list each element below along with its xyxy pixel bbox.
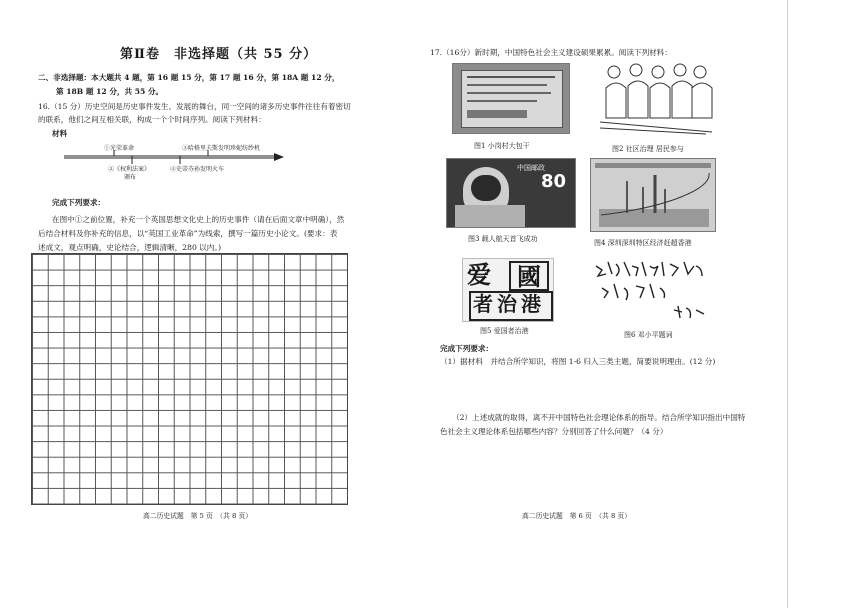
figure-4-image <box>590 158 716 232</box>
requirement-line-1: 在图中①之前位置，补充一个英国思想文化史上的历史事件（请在后面文章中明确），然 <box>52 215 345 224</box>
requirements-label-left: 完成下列要求： <box>52 198 106 207</box>
left-page-footer: 高二历史试题 第 5 页 （共 8 页） <box>143 512 253 520</box>
figure-3-caption: 图3 载人航天首飞成功 <box>468 235 538 243</box>
timeline <box>60 142 290 182</box>
requirements-label-right: 完成下列要求： <box>440 344 494 353</box>
requirement-line-2: 后结合材料及你补充的信息，以“英国工业革命”为线索，撰写一篇历史小论文。(要求：表 <box>38 229 338 238</box>
seal-char-2: 國 <box>509 261 549 291</box>
stamp-label: 中国邮政 <box>517 164 545 172</box>
timeline-event-1: ①光荣革命 <box>104 145 135 152</box>
right-page-footer: 高二历史试题 第 6 页 （共 8 页） <box>522 512 632 520</box>
q17-part-1: （1）据材料 并结合所学知识，将图 1-6 归入三类主题，简要说明理由。(12 分) <box>440 357 716 366</box>
writing-grid[interactable] <box>31 253 348 505</box>
timeline-event-3: ③哈格里夫斯发明珍妮纺纱机 <box>182 145 261 152</box>
q16-line-1: 16.（15 分）历史空间是历史事件发生、发展的舞台，同一空间的诸多历史事件往往有着密切 <box>38 102 351 111</box>
section-intro-line-2: 第 18B 题 12 分，共 55 分。 <box>56 87 164 96</box>
seal-char-3: 者 <box>473 292 493 316</box>
seal-char-1: 爱 <box>467 260 491 289</box>
timeline-event-4: ④史蒂芬孙发明火车 <box>170 166 225 173</box>
stamp-value: 80 <box>541 171 567 192</box>
figure-3-image <box>446 158 576 228</box>
section-intro-line-1: 二、非选择题：本大题共 4 题，第 16 题 15 分，第 17 题 16 分，第 18A 题 12 分， <box>38 73 340 82</box>
requirement-line-3: 述成文，观点明确，史论结合，逻辑清晰，280 以内。) <box>38 243 222 252</box>
figure-5-image <box>462 258 554 322</box>
figure-1-caption: 图1 小岗村大包干 <box>474 142 530 150</box>
timeline-event-2: ②《权利法案》 <box>108 166 151 173</box>
figure-2-caption: 图2 社区治理 居民参与 <box>612 145 684 153</box>
figure-4-caption: 图4 深圳深圳特区经济赶超香港 <box>594 239 692 247</box>
figure-5-caption: 图5 爱国者治港 <box>480 327 529 335</box>
seal-char-5: 港 <box>521 292 541 316</box>
page-edge-shadow <box>787 0 788 608</box>
q16-line-2: 的联系，他们之间互相关联，构成一个个时间序列。阅读下列材料： <box>38 115 266 124</box>
timeline-event-2-suffix: 颁布 <box>124 174 137 181</box>
q17-part-2-line-1: （2）上述成就的取得，离不开中国特色社会理论体系的指导。结合所学知识指出中国特 <box>452 413 746 422</box>
material-label: 材料 <box>52 129 68 138</box>
figure-6-image <box>592 258 716 326</box>
seal-char-4: 治 <box>497 292 517 316</box>
section-title: 第Ⅱ卷 非选择题（共 55 分） <box>120 47 318 62</box>
figure-1-image <box>452 63 570 134</box>
figure-6-caption: 图6 邓小平题词 <box>624 331 673 339</box>
q17-part-2-line-2: 色社会主义理论体系包括哪些内容？分别回答了什么问题？（4 分） <box>440 427 668 436</box>
q17-line: 17.（16分）新时期，中国特色社会主义建设硕果累累。阅读下列材料： <box>430 48 672 57</box>
figure-2-image <box>596 58 716 136</box>
